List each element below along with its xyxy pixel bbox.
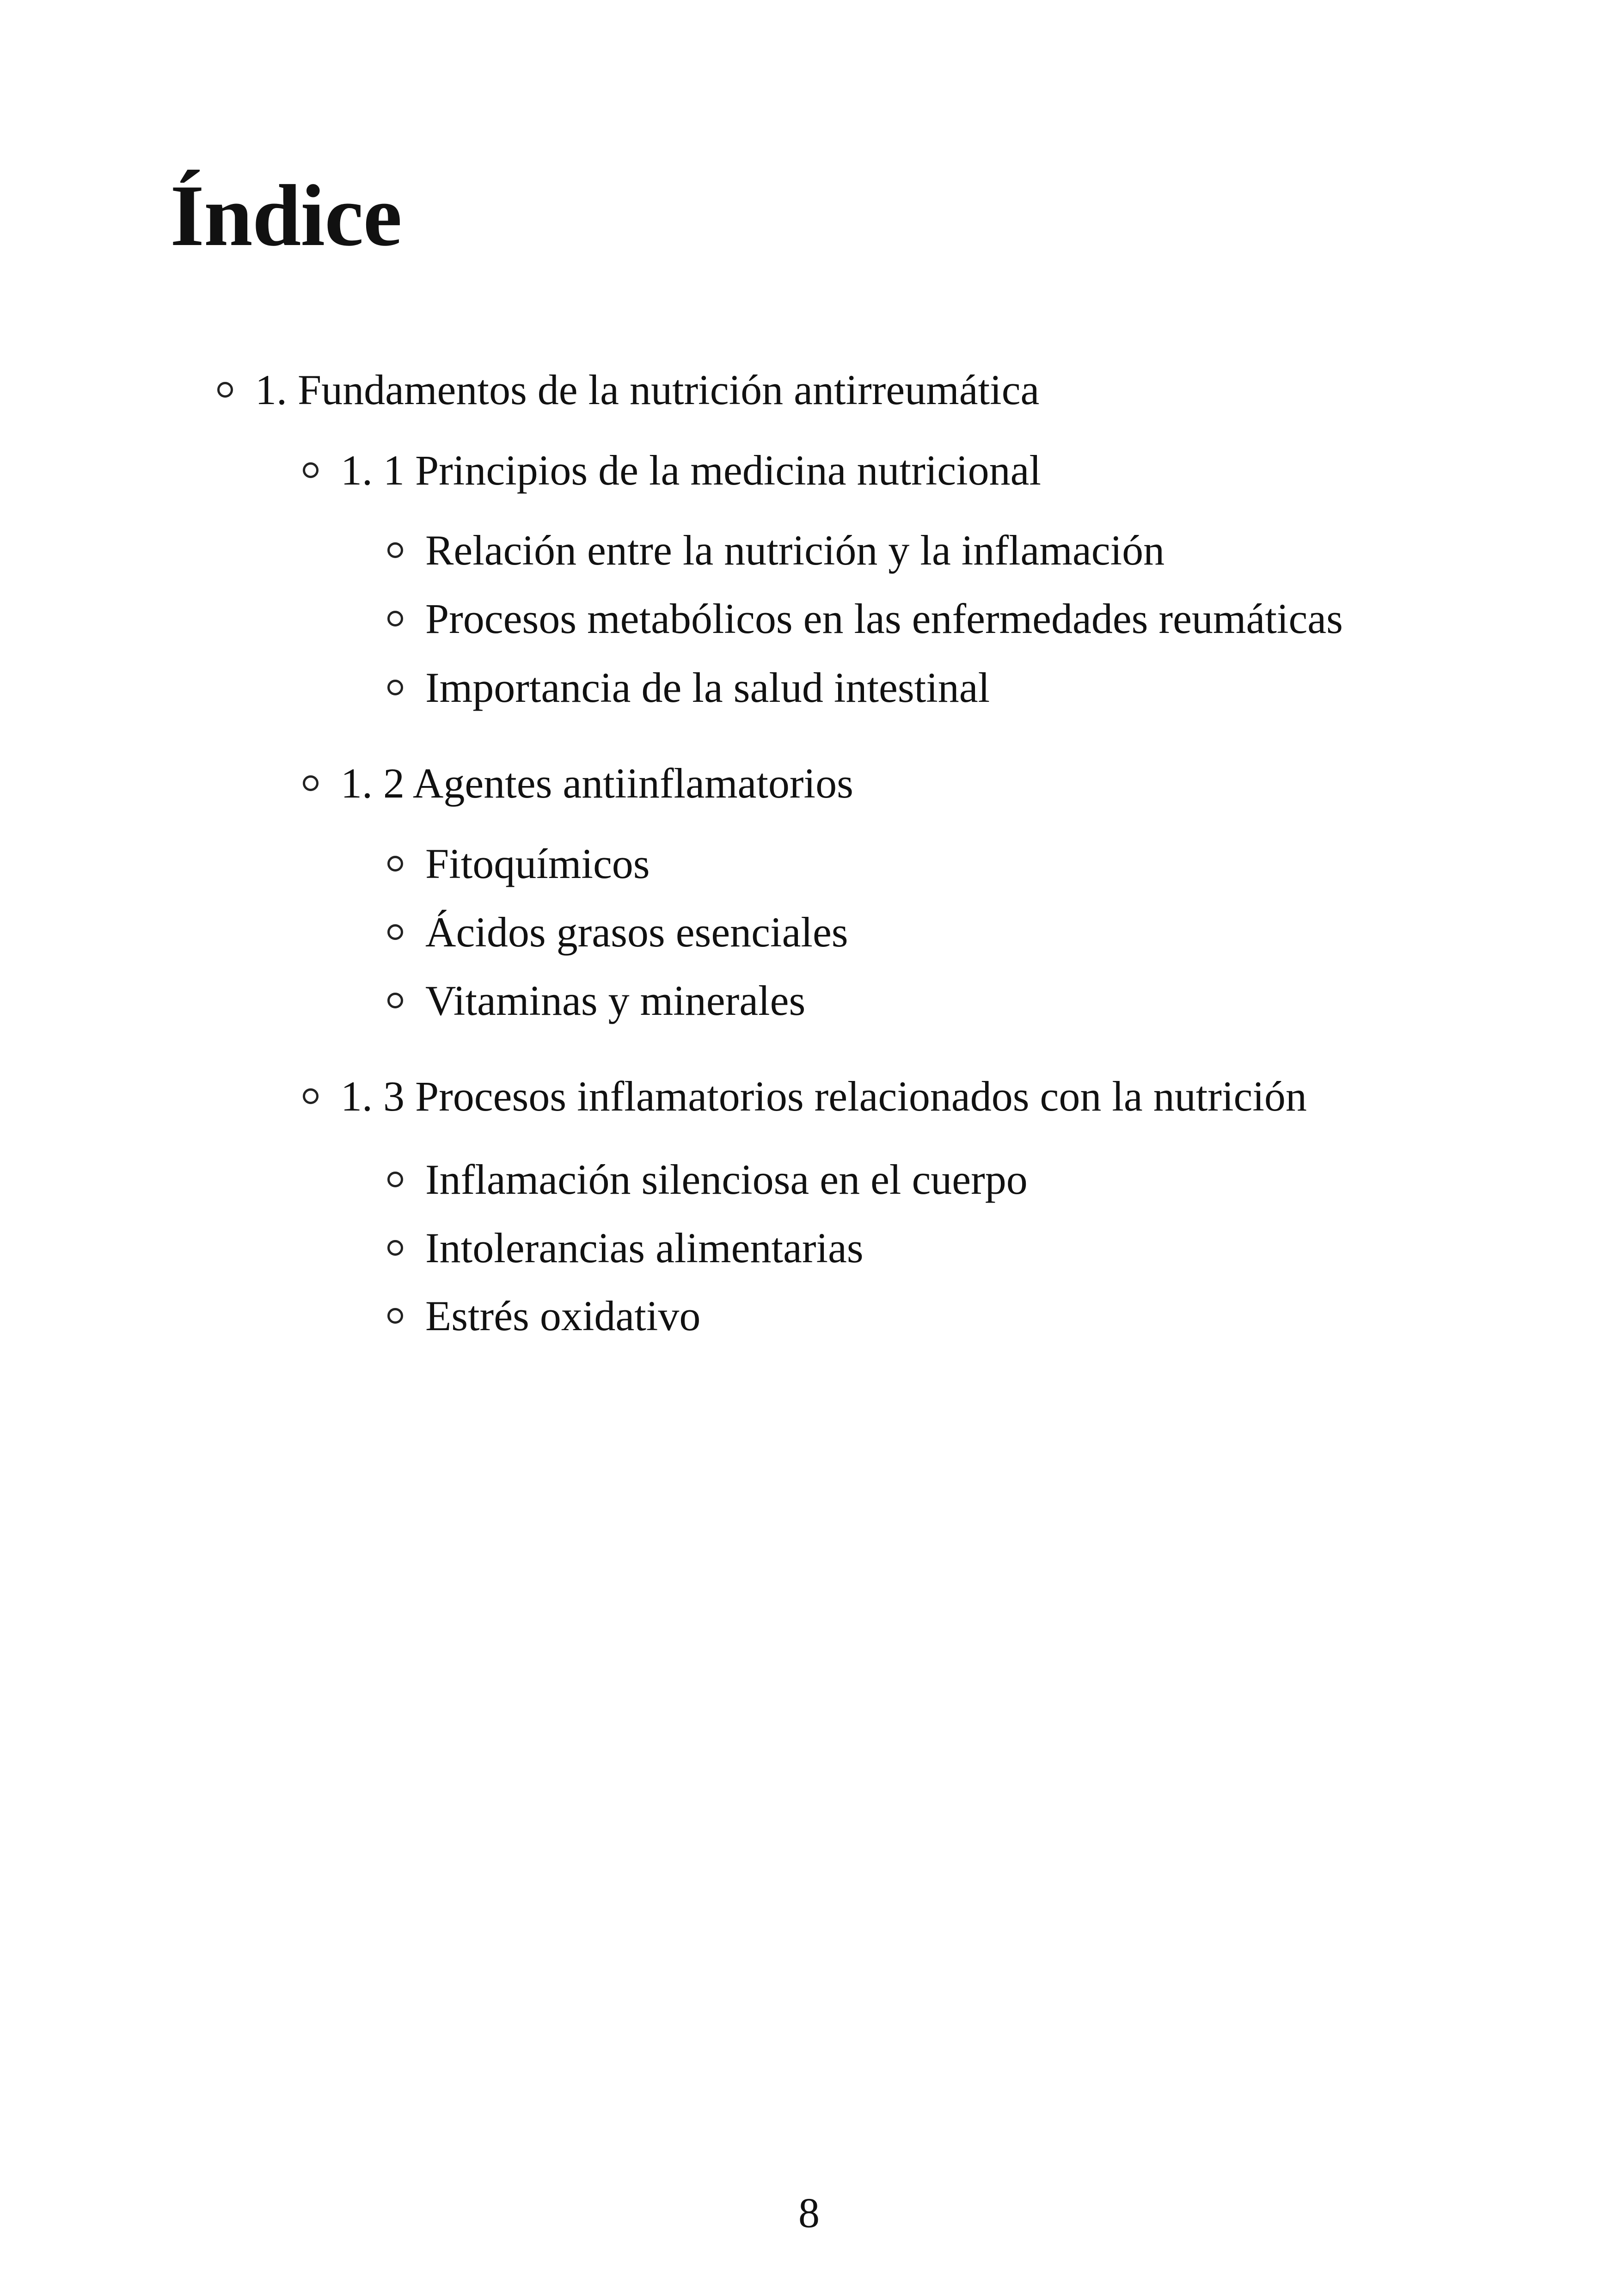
toc-entry-level2[interactable] — [303, 447, 1042, 494]
circle-bullet-icon — [387, 1240, 403, 1256]
toc-entry-level3[interactable] — [387, 527, 1165, 574]
toc-entry-label: Fitoquímicos — [425, 840, 650, 887]
circle-bullet-icon — [387, 1172, 403, 1187]
toc-entry-level3[interactable] — [387, 1158, 1028, 1201]
toc-entry-label: Ácidos grasos esenciales — [425, 909, 848, 956]
circle-bullet-icon — [387, 542, 403, 558]
toc-entry-label: Intolerancias alimentarias — [425, 1224, 864, 1271]
circle-bullet-icon — [387, 1308, 403, 1324]
toc-entry-level3[interactable] — [387, 597, 1343, 640]
toc-entry-label: 1. 1 Principios de la medicina nutricional — [341, 447, 1042, 494]
circle-bullet-icon — [217, 382, 233, 398]
circle-bullet-icon — [387, 611, 403, 626]
circle-bullet-icon — [303, 775, 319, 791]
circle-bullet-icon — [303, 1088, 319, 1104]
toc-entry-level3[interactable] — [387, 1224, 864, 1271]
circle-bullet-icon — [387, 993, 403, 1008]
circle-bullet-icon — [303, 462, 319, 478]
toc-entry-label: Procesos metabólicos en las enfermedades reumáticas — [425, 595, 1343, 642]
toc-entry-label: Estrés oxidativo — [425, 1292, 701, 1339]
toc-entry-level2[interactable] — [303, 760, 853, 807]
toc-entry-level3[interactable] — [387, 909, 848, 956]
page-number: 8 — [798, 2189, 820, 2236]
page-title: Índice — [170, 167, 402, 264]
circle-bullet-icon — [387, 680, 403, 695]
toc-entry-label: 1. 3 Procesos inflamatorios relacionados con la nutrición — [341, 1073, 1307, 1120]
circle-bullet-icon — [387, 856, 403, 872]
circle-bullet-icon — [387, 924, 403, 940]
toc-entry-level2[interactable] — [303, 1073, 1307, 1120]
toc-entry-level1[interactable] — [217, 368, 1039, 411]
toc-entry-label: Vitaminas y minerales — [425, 977, 806, 1024]
toc-entry-label: Importancia de la salud intestinal — [425, 664, 990, 711]
toc-entry-level3[interactable] — [387, 666, 990, 709]
toc-entry-level3[interactable] — [387, 842, 650, 885]
toc-entry-label: 1. 2 Agentes antiinflamatorios — [341, 760, 853, 807]
toc-entry-label: 1. Fundamentos de la nutrición antirreumática — [255, 366, 1040, 413]
toc-entry-level3[interactable] — [387, 1292, 701, 1339]
toc-entry-level3[interactable] — [387, 979, 805, 1022]
toc-entry-label: Inflamación silenciosa en el cuerpo — [425, 1156, 1028, 1203]
toc-entry-label: Relación entre la nutrición y la inflamación — [425, 527, 1165, 574]
